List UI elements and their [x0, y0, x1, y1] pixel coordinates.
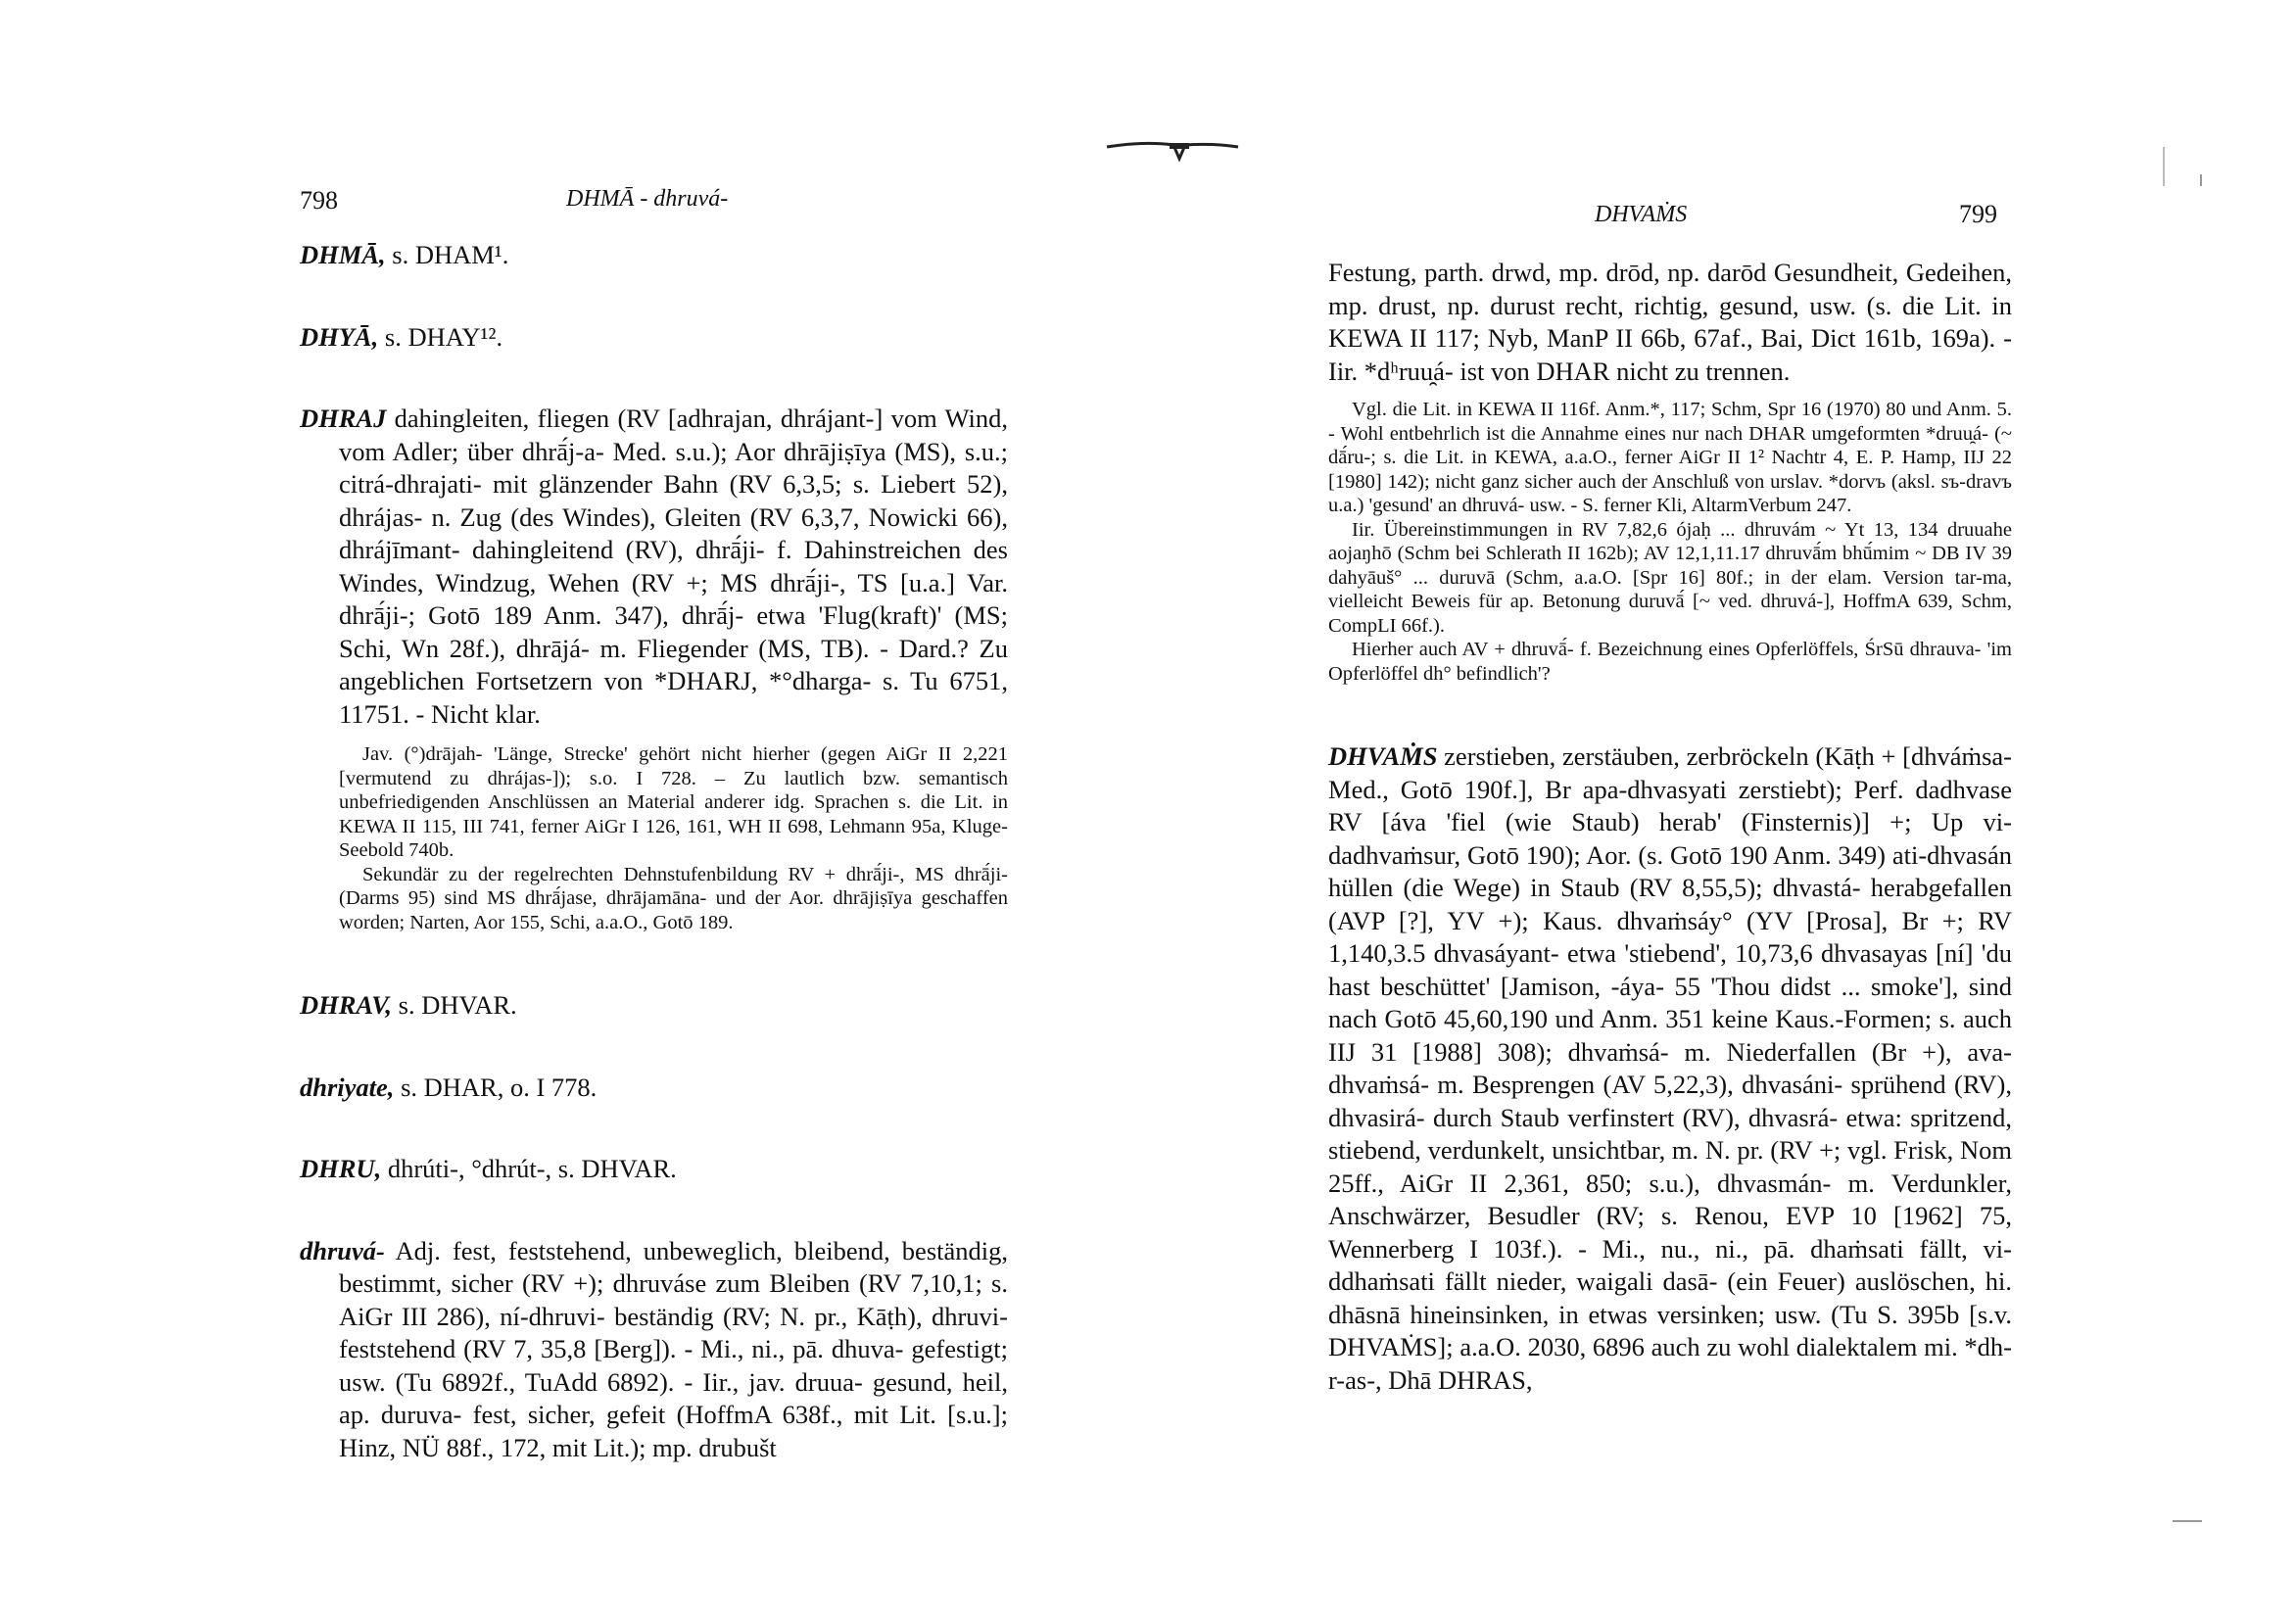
entry-text: dhrúti-, °dhrút-, s. DHVAR. — [387, 1154, 677, 1183]
entry-text: s. DHAR, o. I 778. — [401, 1072, 598, 1102]
headword: DHRU, — [300, 1154, 382, 1183]
headword: DHVAṀS — [1328, 741, 1438, 771]
entry-continuation: Festung, parth. drwd, mp. drōd, np. darōd Gesundheit, Gedeihen, mp. drust, np. durust recht, richtig, gesund, usw. (s. die Lit. in KEWA II 117; Nyb, ManP II 66b, 67af., Bai, Dict 161b, 169a). - Iir. *dʰruu̯á- ist von DHAR nicht zu trennen. — [1328, 258, 2012, 386]
entry-dhrav — [300, 989, 1008, 1023]
entry-dhvams — [1328, 740, 2012, 1397]
entry-text: Adj. fest, feststehend, unbeweglich, bleibend, beständig, bestimmt, sicher (RV +); dhruváse zum Bleiben (RV 7,10,1; s. AiGr III 286), ní-dhruvi- beständig (RV; N. pr., Kāṭh), dhruvi- feststehend (RV 7, 35,8 [Berg]). - Mi., ni., pā. dhuva- gefestigt; usw. (Tu 6892f., TuAdd 6892). - Iir., jav. druua- gesund, heil, ap. duruva- fest, sicher, gefeit (HoffmA 638f., mit Lit. [s.u.]; Hinz, NÜ 88f., 172, mit Lit.); mp. drubušt — [339, 1235, 1008, 1462]
left-column — [300, 239, 1008, 1464]
headword: dhriyate, — [300, 1072, 395, 1102]
headword: dhruvá- — [300, 1235, 385, 1265]
footnote: Hierher auch AV + dhruvā́- f. Bezeichnung eines Opferlöffels, ŚrSū dhrauva- 'im Opferlöffel dh° befindlich'? — [1328, 639, 2012, 685]
footnote: Sekundär zu der regelrechten Dehnstufenbildung RV + dhrā́ji-, MS dhrā́ji- (Darms 95) sind MS dhrā́jase, dhrājamāna- und der Aor. dhrājiṣīya geschaffen worden; Narten, Aor 155, Schi, a.a.O., Gotō 189. — [339, 863, 1008, 933]
entry-dhriyate — [300, 1072, 1008, 1105]
entry-dhya — [300, 321, 1008, 355]
right-page — [1148, 0, 2296, 1622]
page-number: 799 — [1959, 200, 1997, 228]
running-head: DHVAṀS — [1595, 202, 1688, 227]
entry-dhma — [300, 239, 1008, 272]
entry-dhruva — [300, 1235, 1008, 1465]
entry-text: zerstieben, zerstäuben, zerbröckeln (Kāṭh + [dhváṁsa- Med., Gotō 190f.], Br apa-dhvasyati zerstiebt); Perf. dadhvase RV [áva 'fiel (wie Staub) herab' (Finsternis)] +; Up vi-dadhvaṁsur, Gotō 190); Aor. (s. Gotō 190 Anm. 349) ati-dhvasán hüllen (die Wege) in Staub (RV 8,55,5); dhvastá- herabgefallen (AVP [?], YV +); Kaus. dhvaṁsáy° (YV [Prosa], Br +; RV 1,140,3.5 dhvasáyant- etwa 'stiebend', 10,73,6 dhvasayas [ní] 'du hast beschüttet' [Jamison, -áya- 55 'Thou didst ... smoke'], sind nach Gotō 45,60,190 und Anm. 351 keine Kaus.-Formen; s. auch IIJ 31 [1988] 308); dhvaṁsá- m. Niederfallen (Br +), ava-dhvaṁsá- m. Besprengen (AV 5,22,3), dhvasáni- sprühend (RV), dhvasirá- durch Staub verfinstert (RV), dhvasrá- etwa: spritzend, stiebend, verdunkelt, unsichtbar, m. N. pr. (RV +; vgl. Frisk, Nom 25ff., AiGr II 2,361, 850; s.u.), dhvasmán- m. Verdunkler, Anschwärzer, Besudler (RV; s. Renou, EVP 10 [1962] 75, Wennerberg I 103f.). - Mi., nu., ni., pā. dhaṁsati fällt, vi-ddhaṁsati fällt nieder, waigali dasā- (ein Feuer) auslöschen, hi. dhāsnā hineinsinken, in etwas versinken; usw. (Tu S. 395b [s.v. DHVAṀS]; a.a.O. 2030, 6896 auch zu wohl dialektalem mi. *dh-r-as-, Dhā DHRAS, — [1328, 741, 2012, 1395]
running-head: DHMĀ - dhruvá- — [566, 186, 729, 212]
headword: DHRAJ — [300, 404, 387, 433]
entry-text: dahingleiten, fliegen (RV [adhrajan, dhrájant-] vom Wind, vom Adler; über dhrā́j-a- Med. s.u.); Aor dhrājiṣīya (MS), s.u.; citrá-dhrajati- mit glänzender Bahn (RV 6,3,5; s. Liebert 52), dhrájas- n. Zug (des Windes), Gleiten (RV 6,3,7, Nowicki 66), dhrájīmant- dahingleitend (RV), dhrā́ji- f. Dahinstreichen des Windes, Windzug, Wehen (RV +; MS dhrā́ji-, TS [u.a.] Var. dhrā́ji-; Gotō 189 Anm. 347), dhrā́j- etwa 'Flug(kraft)' (MS; Schi, Wn 28f.), dhrājá- m. Fliegender (MS, TB). - Dard.? Zu angeblichen Fortsetzern von *DHARJ, *°dharga- s. Tu 6751, 11751. - Nicht klar. — [339, 404, 1008, 729]
entry-text: s. DHAM¹. — [392, 240, 509, 269]
headword: DHRAV, — [300, 990, 393, 1020]
footnote: Vgl. die Lit. in KEWA II 116f. Anm.*, 117; Schm, Spr 16 (1970) 80 und Anm. 5. - Wohl entbehrlich ist die Annahme eines nur nach DHAR umgeformten *druu̯á- (~ dā́ru-; s. die Lit. in KEWA, a.a.O., ferner AiGr II 1² Nachtr 4, E. P. Hamp, IIJ 22 [1980] 142); nicht ganz sicher auch der Anschluß von urslav. *dorvъ (aksl. sъ-dravъ u.a.) 'gesund' an dhruvá- usw. - S. ferner Kli, AltarmVerbum 247. — [1328, 399, 2012, 516]
headword: DHMĀ, — [300, 240, 386, 269]
right-column — [1328, 257, 2012, 1397]
footnote: Iir. Übereinstimmungen in RV 7,82,6 ójaḥ ... dhruvám ~ Yt 13, 134 druuahe aojaŋhō (Schm bei Schlerath II 162b); AV 12,1,11.17 dhruvā́m bhū́mim ~ DB IV 39 dahyāuš° ... duruvā (Schm, a.a.O. [Spr 16] 80f.; in der elam. Version tar-ma, vielleicht Beweis für ap. Betonung duruvā́ [~ ved. dhruvá-], HoffmA 639, Schm, CompLI 66f.). — [1328, 518, 2012, 637]
footnote: Jav. (°)drājah- 'Länge, Strecke' gehört nicht hierher (gegen AiGr II 2,221 [vermutend zu dhrájas-]); s.o. I 728. – Zu lautlich bzw. semantisch unbefriedigenden Anschlüssen an Material anderer idg. Sprachen s. die Lit. in KEWA II 115, III 741, ferner AiGr I 126, 161, WH II 698, Lehmann 95a, Kluge-Seebold 740b. — [339, 743, 1008, 861]
entry-dhru — [300, 1153, 1008, 1186]
headword: DHYĀ, — [300, 321, 379, 352]
page-number: 798 — [300, 186, 338, 215]
entry-text: s. DHAY¹². — [384, 321, 503, 352]
entry-dhraj — [300, 403, 1008, 731]
entry-text: s. DHVAR. — [398, 990, 517, 1020]
